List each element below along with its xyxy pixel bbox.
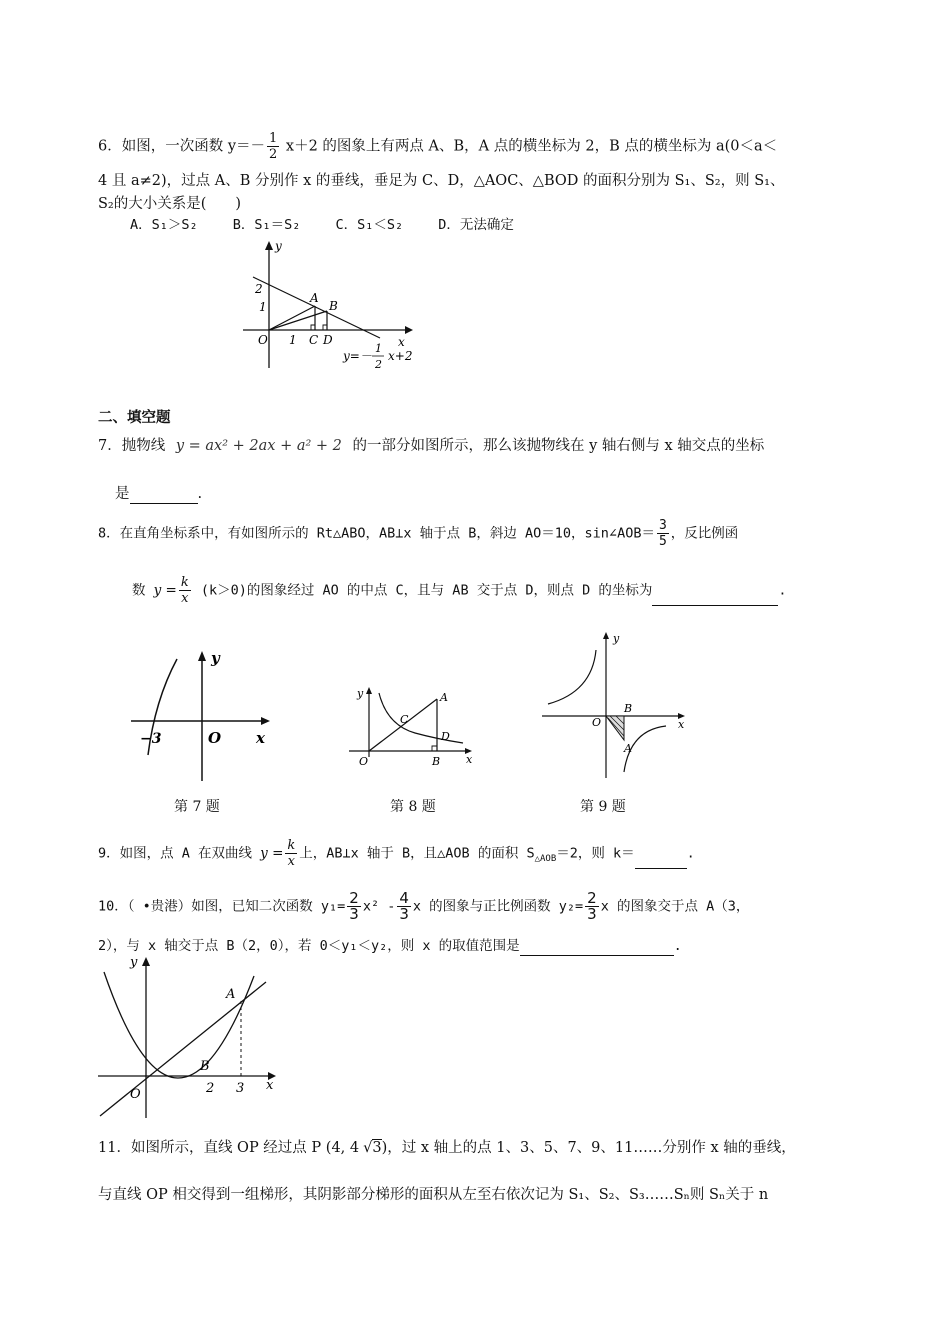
fig8-right-angle — [432, 746, 437, 751]
q8-text-b: ，反比例函 — [670, 525, 739, 542]
q7-text-a: 7．抛物线 — [98, 438, 166, 454]
q6-label-o: O — [258, 333, 268, 347]
q8-text-c: 数 — [132, 582, 146, 599]
fig7 — [125, 645, 285, 785]
q7-text-b: 的一部分如图所示，那么该抛物线在 y 轴右侧与 x 轴交点的坐标 — [352, 438, 765, 454]
q6-eq-b: x+2 — [388, 349, 413, 363]
fig9-label-x: x — [678, 718, 685, 731]
q9-text-a: 9．如图，点 A 在双曲线 — [98, 845, 253, 862]
q7-formula: y = ax² + 2ax + a² + 2 — [175, 438, 342, 454]
fig7-label-x: x — [256, 729, 265, 747]
fig7-caption: 第 7 题 — [174, 799, 220, 815]
q6-text-a: 6．如图，一次函数 y＝－ — [98, 138, 266, 155]
q9-formula-fraction: $\frac{k}{x}$ — [287, 838, 296, 869]
fig9-hyperbola-left — [548, 650, 596, 704]
q10-text-d: x 的图象交于点 A（3， — [600, 898, 750, 915]
fig8-label-d: D — [441, 730, 450, 743]
q6-segment-oa — [269, 306, 315, 330]
fig8-label-y: y — [357, 687, 364, 700]
q6-label-x: x — [398, 335, 405, 349]
fig8-label-c: C — [400, 713, 409, 726]
q10-frac2: $\frac{4}{3}$ — [399, 889, 409, 923]
fig7-x-arrow — [261, 717, 270, 725]
q6-label-2: 2 — [255, 282, 263, 296]
q10-label-y: y — [130, 955, 138, 970]
q8-end: . — [778, 582, 787, 599]
q8-text-a: 8．在直角坐标系中，有如图所示的 Rt△ABO，AB⊥x 轴于点 B，斜边 AO＝10，sin∠AOB＝ — [98, 525, 655, 542]
fig8 — [345, 685, 485, 795]
q10-frac1: $\frac{2}{3}$ — [349, 889, 359, 923]
q8-line1 — [98, 518, 738, 549]
q6-x-arrow — [405, 326, 413, 334]
q10-answer-blank[interactable] — [520, 941, 674, 956]
q11-line1 — [98, 1138, 796, 1158]
q8-answer-blank[interactable] — [652, 591, 778, 606]
q10-text-c: x 的图象与正比例函数 y₂= — [412, 898, 584, 915]
q10-end: . — [673, 938, 682, 954]
fig8-hyperbola — [379, 693, 463, 743]
q6-options: A．S₁＞S₂ B．S₁＝S₂ C．S₁＜S₂ D．无法确定 — [130, 217, 514, 233]
q6-line1 — [98, 131, 777, 162]
q11-text-b: )，过 x 轴上的点 1、3、5、7、9、11……分别作 x 轴的垂线， — [381, 1140, 796, 1156]
fig8-label-o: O — [359, 755, 369, 768]
fig9-y-arrow — [603, 632, 609, 639]
q10-label-o: O — [130, 1087, 141, 1102]
fig7-label-m3: −3 — [140, 731, 162, 747]
fig8-label-x: x — [466, 753, 473, 766]
q8-text-d: (k＞0)的图象经过 AO 的中点 C，且与 AB 交于点 D，则点 D 的坐标为 — [200, 582, 653, 599]
q9-subscript: △AOB — [534, 854, 557, 865]
q10-text-a: 10．（ •贵港）如图，已知二次函数 y₁= — [98, 898, 346, 915]
q6-fraction: $\frac{1}{2}$ — [269, 131, 278, 162]
q6-line3: S₂的大小关系是( ) — [98, 196, 242, 212]
q6-eq-num: 1 — [375, 342, 382, 355]
q8-fraction: $\frac{3}{5}$ — [658, 518, 667, 549]
q10-y-arrow — [142, 957, 150, 966]
q10-label-2: 2 — [206, 1081, 215, 1096]
q10-line1 — [98, 891, 749, 922]
q7-line1 — [98, 436, 764, 456]
q6-label-1: 1 — [259, 300, 267, 314]
fig8-label-a: A — [440, 691, 448, 704]
q10-label-a: A — [226, 987, 236, 1002]
q10-text-e: 2），与 x 轴交于点 B（2，0），若 0＜y₁＜y₂，则 x 的取值范围是 — [98, 938, 520, 954]
q6-y-arrow — [265, 241, 273, 250]
q10-frac3: $\frac{2}{3}$ — [587, 889, 597, 923]
q6-segment-ob — [269, 311, 327, 330]
q6-eq-a: y=－ — [343, 349, 372, 363]
q6-label-d: D — [323, 333, 333, 347]
q9-text-c: ＝2，则 k＝ — [556, 845, 635, 862]
q9-text-b: 上，AB⊥x 轴于 B，且△AOB 的面积 S — [299, 845, 535, 862]
q8-formula-y: y = — [153, 582, 177, 599]
fig8-caption: 第 8 题 — [390, 799, 436, 815]
fig9 — [538, 630, 698, 780]
q11-line2: 与直线 OP 相交得到一组梯形，其阴影部分梯形的面积从左至右依次记为 S₁、S₂、S₃……Sₙ则 Sₙ关于 n — [98, 1187, 769, 1203]
q6-label-b: B — [329, 299, 338, 313]
q10-label-x: x — [266, 1078, 274, 1093]
q10-text-b: x² - — [362, 898, 396, 915]
q10-label-b: B — [200, 1059, 210, 1074]
fig8-label-b: B — [432, 755, 441, 768]
q6-figure — [235, 238, 435, 378]
fig9-shaded-triangle — [606, 716, 624, 740]
section-heading-fill-blank: 二、填空题 — [98, 410, 171, 426]
fig9-caption: 第 9 题 — [580, 799, 626, 815]
q6-line2: 4 且 a≠2)，过点 A、B 分别作 x 的垂线，垂足为 C、D，△AOC、△BOD 的面积分别为 S₁、S₂，则 S₁、 — [98, 173, 785, 189]
fig7-label-y: y — [211, 649, 220, 667]
q10-label-3: 3 — [236, 1081, 245, 1096]
q11-sqrt: √3 — [363, 1140, 382, 1156]
q6-text-b: x＋2 的图象上有两点 A、B，A 点的横坐标为 2，B 点的横坐标为 a(0＜a＜ — [281, 138, 778, 155]
q8-formula-fraction: $\frac{k}{x}$ — [180, 575, 189, 606]
q7-end: . — [197, 486, 203, 502]
q7-line2 — [115, 484, 202, 504]
q6-label-tick1: 1 — [289, 333, 297, 347]
q9-line — [98, 838, 695, 869]
q6-label-a: A — [310, 291, 319, 305]
q7-text-c: 是 — [115, 486, 130, 502]
q9-end: . — [686, 845, 695, 862]
q9-formula-y: y = — [260, 845, 284, 862]
q11-text-a: 11．如图所示，直线 OP 经过点 P (4, 4 — [98, 1140, 360, 1156]
q6-right-angle-c — [311, 325, 315, 330]
fig9-label-b: B — [624, 702, 633, 715]
q10-figure — [96, 952, 286, 1122]
q6-label-c: C — [309, 333, 319, 347]
q8-line2 — [132, 575, 786, 606]
fig8-y-arrow — [366, 687, 372, 694]
fig9-label-o: O — [592, 716, 602, 729]
q7-answer-blank[interactable] — [130, 489, 198, 504]
fig7-y-arrow — [198, 651, 206, 661]
fig9-label-y: y — [613, 632, 620, 645]
q9-answer-blank[interactable] — [635, 854, 687, 869]
q6-right-angle-d — [323, 325, 327, 330]
q6-label-y: y — [275, 239, 282, 253]
fig9-label-a: A — [624, 742, 632, 755]
q6-eq-den: 2 — [375, 358, 382, 371]
fig7-label-o: O — [208, 729, 222, 747]
